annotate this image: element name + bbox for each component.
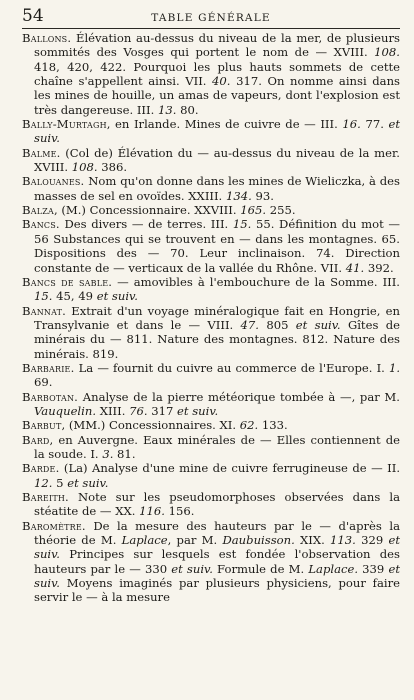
entry-headword: Balouanes.: [22, 174, 85, 189]
entry-text: La — fournit du cuivre au commerce de l'Europe. I.: [74, 360, 389, 375]
entry-reference: et suiv.: [34, 117, 401, 146]
entry-reference: 15.: [232, 217, 252, 232]
entry-text: Nom qu'on donne dans les mines de Wieliczka, à des masses de sel en ovoïdes. XXIII.: [34, 174, 400, 203]
index-entry: [22, 275, 400, 304]
entry-text: Moyens imaginés par plusieurs physiciens, pour faire servir le — à la mesure: [34, 576, 400, 605]
entry-headword: Bannat.: [22, 303, 67, 318]
entry-text: , (MM.) Concessionnaires. XI.: [61, 418, 240, 433]
entry-reference: 13.: [157, 102, 177, 117]
entry-reference: 16.: [342, 117, 361, 132]
entry-headword: Bard: [22, 432, 50, 447]
entry-text: 317: [147, 403, 178, 418]
entry-text: 133.: [258, 418, 288, 433]
entry-headword: Barbut: [22, 418, 62, 433]
entry-reference: 41.: [345, 260, 365, 275]
index-entry: [22, 433, 400, 462]
entry-headword: Ballons.: [22, 31, 72, 45]
entry-text: 317. On nomme ainsi dans les mines de houille, un amas de vapeurs, dont l'explosion est très dangereuse. III.: [34, 74, 400, 117]
index-entries: [22, 31, 400, 605]
index-entry: [22, 31, 400, 117]
index-entry: [22, 418, 400, 432]
entry-reference: et suiv.: [67, 475, 109, 490]
entry-text: XIII.: [96, 403, 130, 418]
entry-text: Note sur les pseudomorphoses observées dans la stéatite de — XX.: [34, 490, 400, 519]
entry-reference: 165.: [240, 203, 267, 218]
index-entry: [22, 146, 400, 175]
entry-text: 5: [52, 475, 68, 490]
entry-reference: et suiv.: [171, 561, 213, 576]
entry-text: 93.: [251, 188, 274, 203]
entry-reference: Laplace: [121, 533, 168, 548]
entry-text: XIX.: [294, 533, 331, 548]
entry-reference: 76.: [129, 403, 148, 418]
entry-text: — amovibles à l'embouchure de la Somme. III.: [112, 274, 400, 289]
entry-text: Élévation au-dessus du niveau de la mer, de plusieurs sommités des Vosges qui portent le nom de — XVIII.: [34, 31, 400, 60]
entry-headword: Balza: [22, 203, 54, 218]
index-entry: [22, 390, 400, 419]
entry-reference: 12.: [34, 475, 53, 490]
index-entry: [22, 304, 400, 361]
entry-headword: Bancs de sable.: [22, 274, 113, 289]
entry-text: 45, 49: [52, 289, 97, 304]
entry-headword: Barbarie.: [22, 360, 75, 375]
entry-text: 55. Définition du mot — 56 Substances qui se trouvent en — dans les montagnes. 65. Dispositions des — 70. Leur inclinaison. 74. Direction constante de — verticaux de la vallée du Rhône. VII.: [34, 217, 400, 275]
entry-text: 69.: [34, 375, 53, 390]
entry-reference: 108.: [71, 160, 98, 175]
entry-headword: Baromètre.: [22, 518, 86, 533]
entry-text: Gîtes de minérais du — 811. Nature des montagnes. 812. Nature des minérais. 819.: [34, 317, 400, 361]
index-entry: [22, 217, 400, 274]
entry-headword: Balme.: [22, 145, 61, 160]
entry-text: , en Irlande. Mines de cuivre de — III.: [106, 117, 343, 132]
entry-text: 80.: [176, 102, 199, 117]
entry-text: 329: [355, 533, 389, 548]
entry-text: Analyse de la pierre météorique tombée à —, par M.: [78, 389, 400, 404]
entry-reference: Laplace.: [308, 561, 359, 576]
entry-text: 81.: [113, 446, 136, 461]
entry-text: Extrait d'un voyage minéralogique fait en Hongrie, en Transylvanie et dans le — VIII.: [34, 303, 400, 332]
entry-reference: 47.: [240, 317, 259, 332]
entry-reference: 113.: [330, 533, 356, 548]
index-entry: [22, 361, 400, 390]
entry-reference: 1.: [388, 360, 400, 375]
entry-text: 156.: [164, 504, 195, 519]
entry-text: 255.: [266, 203, 296, 218]
entry-reference: 15.: [34, 289, 53, 304]
entry-text: (La) Analyse d'une mine de cuivre ferrugineuse de — II.: [59, 461, 400, 476]
entry-reference: et suiv.: [177, 403, 219, 418]
index-entry: [22, 203, 400, 217]
entry-text: , (M.) Concessionnaire. XXVIII.: [53, 203, 241, 218]
entry-reference: 116.: [139, 504, 165, 519]
entry-text: 386.: [97, 160, 128, 175]
index-entry: [22, 519, 400, 605]
index-entry: [22, 117, 400, 146]
index-entry: [22, 174, 400, 203]
entry-headword: Bareith.: [22, 490, 69, 504]
entry-reference: 108.: [374, 45, 400, 60]
entry-reference: 3.: [102, 446, 114, 461]
entry-reference: Daubuisson.: [222, 533, 295, 548]
entry-text: Formule de M.: [212, 561, 309, 576]
index-entry: [22, 490, 400, 519]
running-title: TABLE GÉNÉRALE: [151, 12, 271, 24]
entry-reference: Vauquelin.: [34, 403, 97, 418]
entry-headword: Bancs.: [22, 217, 60, 232]
entry-text: De la mesure des hauteurs par le — d'après la théorie de M.: [34, 518, 400, 548]
entry-text: Des divers — de terres. III.: [59, 217, 233, 232]
page-number: 54: [22, 6, 44, 26]
entry-reference: et suiv.: [295, 317, 341, 332]
entry-text: 77.: [360, 117, 389, 132]
entry-text: 339: [358, 561, 389, 576]
index-entry: [22, 461, 400, 490]
entry-text: , en Auvergne. Eaux minérales de — Elles contiennent de la soude. I.: [34, 432, 400, 461]
entry-text: Principes sur lesquels est fondée l'observation des hauteurs par le — 330: [34, 547, 400, 576]
page-header: [22, 6, 400, 29]
entry-text: 805: [259, 317, 296, 332]
entry-headword: Bally-Murtagh: [22, 117, 107, 132]
entry-reference: et suiv.: [34, 561, 400, 591]
entry-text: (Col de) Élévation du — au-dessus du niveau de la mer. XVIII.: [34, 145, 400, 175]
entry-headword: Barbotan.: [22, 389, 79, 404]
entry-headword: Barde.: [22, 461, 60, 476]
entry-reference: et suiv.: [96, 289, 138, 304]
entry-reference: 134.: [225, 188, 252, 203]
entry-reference: 62.: [239, 418, 259, 433]
entry-text: , par M.: [167, 533, 223, 548]
entry-reference: et suiv.: [34, 533, 400, 562]
entry-reference: 40.: [212, 74, 231, 89]
entry-text: 418, 420, 422. Pourquoi les plus hauts sommets de cette chaîne s'appellent ainsi. VII.: [34, 59, 400, 89]
entry-text: 392.: [364, 260, 394, 275]
